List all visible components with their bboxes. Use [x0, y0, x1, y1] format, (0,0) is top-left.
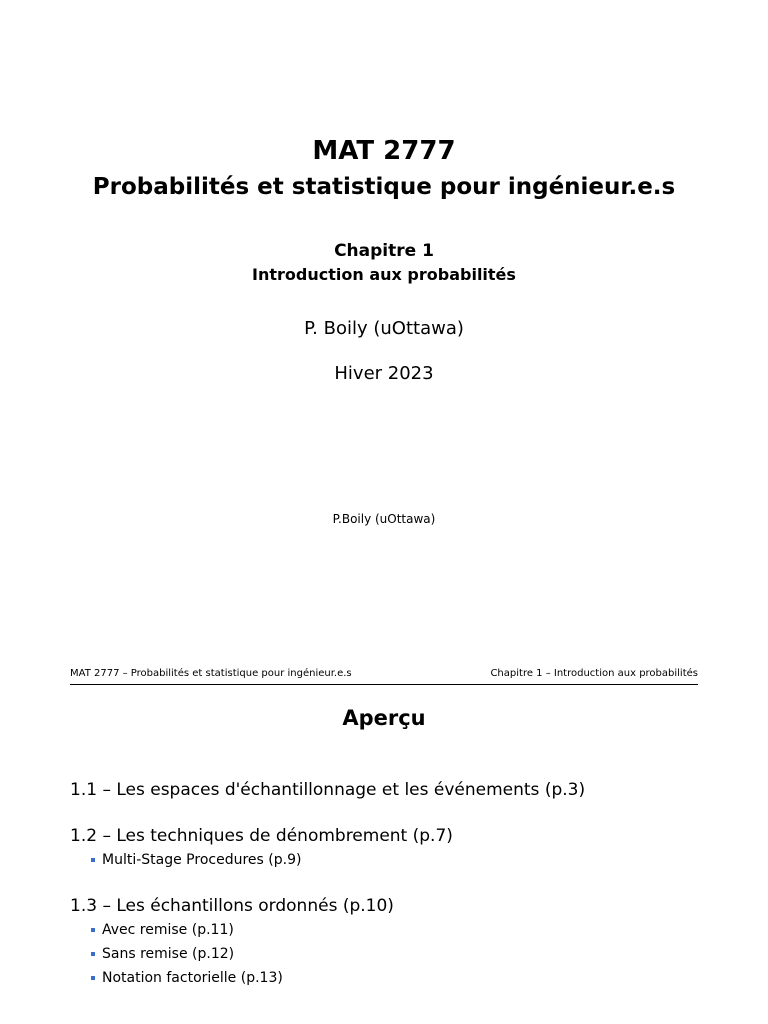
- square-bullet-icon: [91, 952, 95, 956]
- toc-subsection[interactable]: [70, 942, 710, 966]
- header-right: Chapitre 1 – Introduction aux probabilités: [490, 668, 698, 679]
- square-bullet-icon: [91, 858, 95, 862]
- chapter-number: Chapitre 1: [334, 241, 434, 261]
- frame-title: Aperçu: [342, 706, 426, 730]
- toc-section[interactable]: [70, 894, 710, 990]
- table-of-contents: [70, 778, 710, 1012]
- author: P. Boily (uOttawa): [304, 318, 464, 339]
- toc-section-label[interactable]: 1.3 – Les échantillons ordonnés (p.10): [70, 896, 394, 916]
- chapter-title: Introduction aux probabilités: [252, 265, 516, 284]
- toc-subsection[interactable]: [70, 966, 710, 990]
- toc-section[interactable]: [70, 778, 710, 802]
- square-bullet-icon: [91, 928, 95, 932]
- square-bullet-icon: [91, 976, 95, 980]
- outline-slide: [0, 660, 768, 1024]
- toc-subsection-label[interactable]: Notation factorielle (p.13): [102, 970, 283, 986]
- toc-subsection-label[interactable]: Multi-Stage Procedures (p.9): [102, 852, 302, 868]
- toc-subsection[interactable]: [70, 848, 710, 872]
- slide-header: [70, 666, 698, 685]
- date: Hiver 2023: [334, 363, 434, 384]
- toc-subsection-label[interactable]: Avec remise (p.11): [102, 922, 234, 938]
- course-code: MAT 2777: [312, 136, 456, 166]
- header-left: MAT 2777 – Probabilités et statistique pour ingénieur.e.s: [70, 668, 352, 679]
- toc-section-label[interactable]: 1.2 – Les techniques de dénombrement (p.7): [70, 826, 453, 846]
- institute: P.Boily (uOttawa): [332, 512, 436, 526]
- toc-subsection[interactable]: [70, 918, 710, 942]
- toc-section-label[interactable]: 1.1 – Les espaces d'échantillonnage et les événements (p.3): [70, 780, 586, 800]
- toc-section[interactable]: [70, 824, 710, 872]
- toc-subsection-label[interactable]: Sans remise (p.12): [102, 946, 235, 962]
- course-title: Probabilités et statistique pour ingénieur.e.s: [92, 174, 676, 200]
